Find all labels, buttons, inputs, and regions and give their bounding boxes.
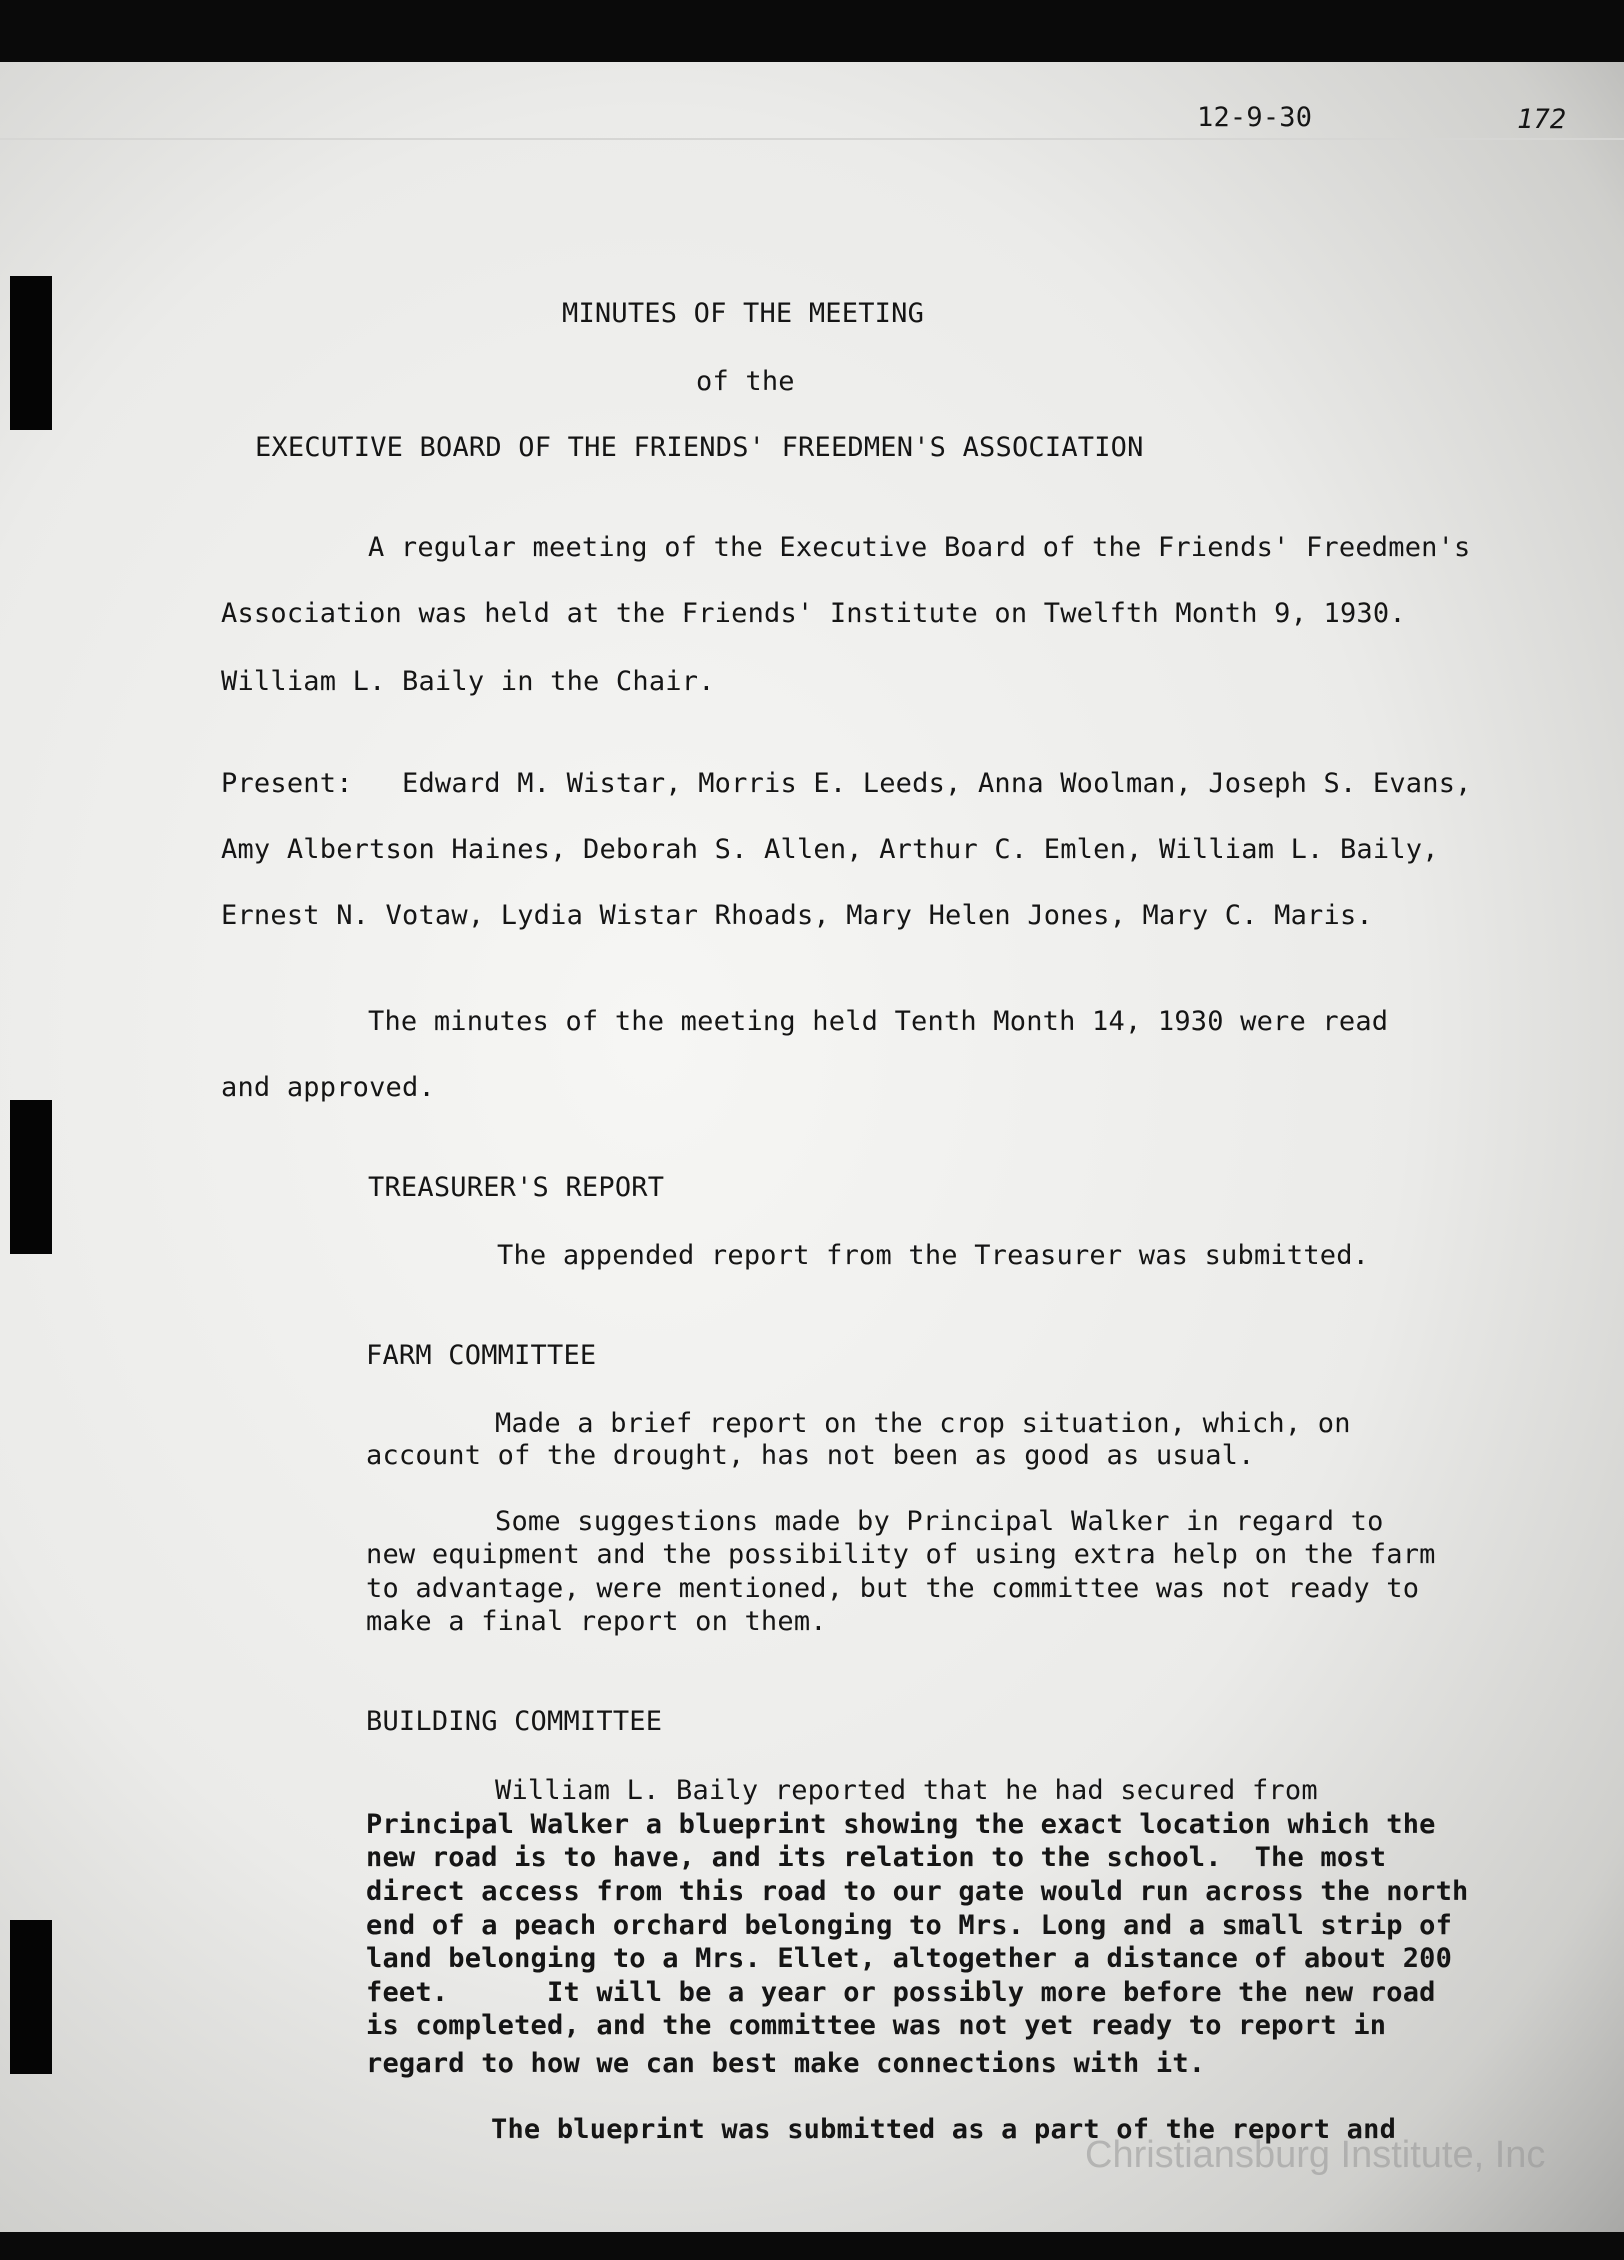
top-rule [0,138,1624,140]
page-number: 172 [1517,104,1567,135]
document-page [0,62,1624,2232]
present-line-3: Ernest N. Votaw, Lydia Wistar Rhoads, Mary Helen Jones, Mary C. Maris. [221,900,1373,931]
farm-p2-line-1: Some suggestions made by Principal Walker in regard to [495,1506,1384,1537]
building-heading: BUILDING COMMITTEE [366,1706,663,1737]
title-line-1: MINUTES OF THE MEETING [562,298,925,329]
building-line-7: feet. It will be a year or possibly more before the new road [366,1977,1436,2008]
title-line-3: EXECUTIVE BOARD OF THE FRIENDS' FREEDMEN'S ASSOCIATION [255,432,1144,463]
watermark: Christiansburg Institute, Inc [1085,2134,1546,2176]
binder-hole-mark [10,1920,52,2074]
farm-p2-line-3: to advantage, were mentioned, but the committee was not ready to [366,1573,1420,1604]
intro-line-3: William L. Baily in the Chair. [221,666,715,697]
treasurer-line-1: The appended report from the Treasurer was submitted. [497,1240,1370,1271]
farm-p1-line-2: account of the drought, has not been as good as usual. [366,1440,1255,1471]
present-line-1: Present: Edward M. Wistar, Morris E. Leeds, Anna Woolman, Joseph S. Evans, [221,768,1472,799]
farm-p2-line-2: new equipment and the possibility of using extra help on the farm [366,1539,1436,1570]
building-line-5: end of a peach orchard belonging to Mrs. Long and a small strip of [366,1910,1453,1941]
document-date: 12-9-30 [1197,102,1313,133]
farm-p1-line-1: Made a brief report on the crop situation, which, on [495,1408,1351,1439]
farm-p2-line-4: make a final report on them. [366,1606,827,1637]
minutes-line-2: and approved. [221,1072,435,1103]
building-line-4: direct access from this road to our gate would run across the north [366,1876,1469,1907]
minutes-line-1: The minutes of the meeting held Tenth Month 14, 1930 were read [368,1006,1389,1037]
title-line-2: of the [696,366,795,397]
building-line-10: The blueprint was submitted as a part of the report and [491,2114,1397,2145]
building-line-6: land belonging to a Mrs. Ellet, altogether a distance of about 200 [366,1943,1453,1974]
binder-hole-mark [10,1100,52,1254]
farm-heading: FARM COMMITTEE [366,1340,597,1371]
binder-hole-mark [10,276,52,430]
building-line-9: regard to how we can best make connections with it. [366,2048,1206,2079]
present-line-2: Amy Albertson Haines, Deborah S. Allen, Arthur C. Emlen, William L. Baily, [221,834,1439,865]
treasurer-heading: TREASURER'S REPORT [368,1172,665,1203]
intro-line-1: A regular meeting of the Executive Board of the Friends' Freedmen's [368,532,1471,563]
building-line-3: new road is to have, and its relation to the school. The most [366,1842,1387,1873]
intro-line-2: Association was held at the Friends' Institute on Twelfth Month 9, 1930. [221,598,1406,629]
building-line-8: is completed, and the committee was not yet ready to report in [366,2010,1387,2041]
building-line-2: Principal Walker a blueprint showing the exact location which the [366,1809,1436,1840]
building-line-1: William L. Baily reported that he had secured from [495,1775,1318,1806]
